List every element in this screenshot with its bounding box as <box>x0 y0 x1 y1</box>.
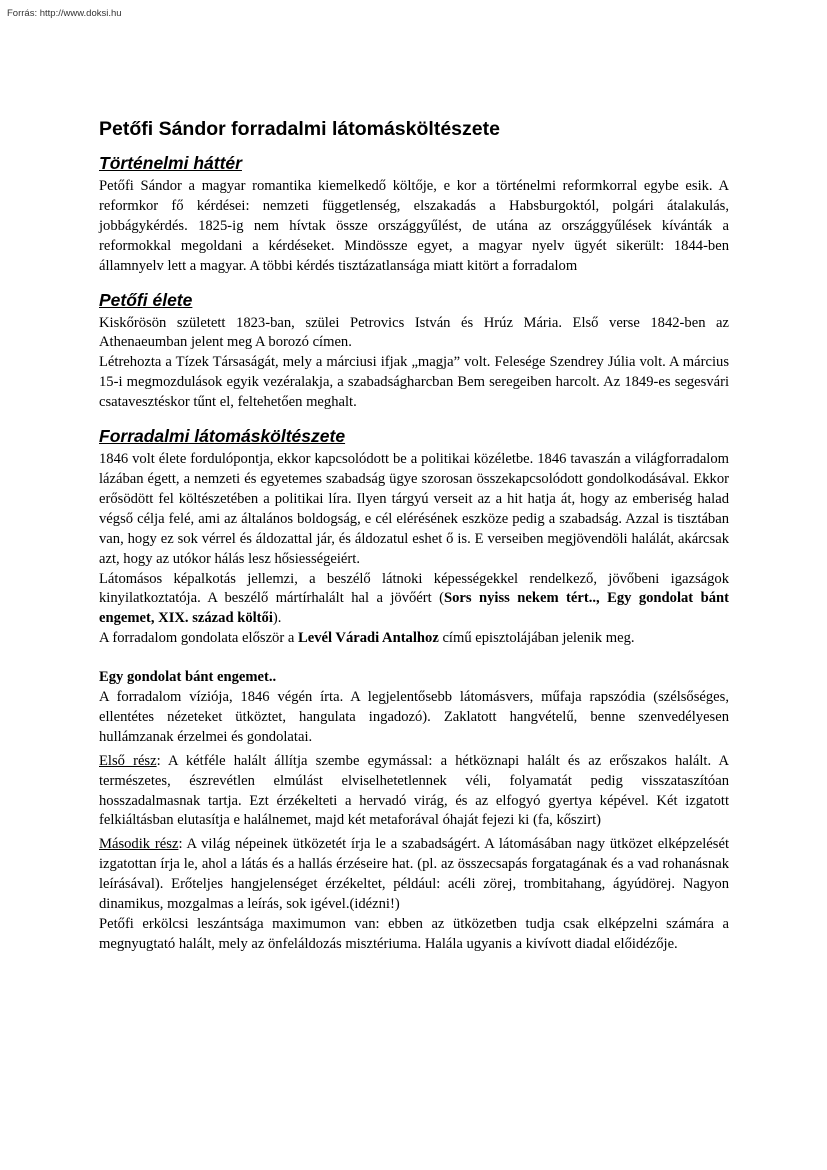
section-life <box>99 288 729 414</box>
section-visionary-poetry <box>99 424 729 649</box>
text-run: ). <box>272 610 282 627</box>
text-run: A forradalom gondolata először a <box>99 630 298 647</box>
poem-title-level: Levél Váradi Antalhoz <box>297 630 439 647</box>
source-label: Forrás: http://www.doksi.hu <box>7 8 122 19</box>
paragraph-part-one <box>99 752 729 832</box>
paragraph: Petőfi erkölcsi leszántsága maximumon van: ebben az ütközetben tudja csak elképzelni számára a megnyugtató halált, mely az önfeláldozás misztériuma. Halála ugyanis a kivívott diadal előidézője. <box>99 916 729 952</box>
section-heading-history: Történelmi háttér <box>99 153 242 173</box>
text-run: című episztolájában jelenik meg. <box>438 630 635 647</box>
section-historical-background <box>99 151 729 277</box>
paragraph: Petőfi Sándor a magyar romantika kiemelkedő költője, e kor a történelmi reformkorral egybe esik. A reformkor fő kérdései: nemzeti függetlenség, elszakadás a Habsburgoktól, polgári átalakulás, jobbágykérdés. 1825-ig nem hívtak össze országgyűlést, de utána az országgyűlések kívánták a reformokkal megoldani a kérdéseket. Mindössze egyet, a magyar nyelv ügyét sikerült: 1844-ben államnyelv lett a magyar. A többi kérdés tisztázatlansága miatt kitört a forradalom <box>99 178 729 274</box>
part-two-label: Második rész <box>99 836 179 853</box>
section-heading-life: Petőfi élete <box>99 289 193 310</box>
section-poem-analysis <box>99 668 729 955</box>
poem-titles: Sors nyiss nekem tért.., Egy gondolat bánt engemet, XIX. század költői <box>99 590 729 627</box>
paragraph <box>99 629 729 649</box>
text-run: : A kétféle halált állítja szembe egymással: a hétköznapi halált és az erőszakos halált. A természetes, észrevétlen elmúlást elviselhetetlennek véli, folyamatát pedig visszataszítóan hosszadalmasnak tartja. Ezt érzékelteti a hervadó virág, és az elfogyó gyertya képével. Két izgatott felkiáltásban elutasítja e halálnemet, majd két metaforával óhaját fejezi ki (fa, kőszirt) <box>99 752 729 829</box>
part-one-label: Első rész <box>99 752 157 769</box>
poem-heading: Egy gondolat bánt engemet.. <box>99 669 277 686</box>
text-run: : A világ népeinek ütközetét írja le a szabadságért. A látomásában nagy ütközet elképzelését izgatottan írja le, ahol a látás és a hallás érzéseire hat. (pl. az összecsapás forgatagának és a vad rohanásnak leírásával). Erőteljes hangjelenséget érzékeltet, például: acéli zörej, trombitahang, ágyúdörej. Nagyon dinamikus, mozgalmas a leírás, sok igével.(idézni!) <box>99 836 729 913</box>
paragraph: Létrehozta a Tízek Társaságát, mely a márciusi ifjak „magja” volt. Felesége Szendrey Júlia volt. A március 15-i megmozdulások egyik vezéralakja, a szabadságharcban Bem seregeiben harcolt. Az 1849-es segesvári csatavesztéskor tűnt el, feltehetően meghalt. <box>99 354 729 411</box>
paragraph: Kiskőrösön született 1823-ban, szülei Petrovics István és Hrúz Mária. Első verse 1842-ben az Athenaeumban jelent meg A borozó címen. <box>99 314 729 351</box>
page-title: Petőfi Sándor forradalmi látomásköltészete <box>99 118 500 140</box>
section-heading-visionary-poetry: Forradalmi látomásköltészete <box>99 426 346 447</box>
paragraph-part-two <box>99 835 729 915</box>
paragraph <box>99 570 729 630</box>
text-run: Látomásos képalkotás jellemzi, a beszélő látnoki képességekkel rendelkező, jövőbeni igazságok kinyilatkoztatója. A beszélő mártírhalált hal a jövőért ( <box>99 570 729 607</box>
paragraph: A forradalom víziója, 1846 végén írta. A legjelentősebb látomásvers, műfaja rapszódia (szélsőséges, ellentétes nézeteket ütköztet, hangulata ingadozó). Zaklatott hangvételű, benne szenvedélyesen hullámzanak érzelmei és gondolatai. <box>99 689 729 745</box>
document-body <box>99 116 729 955</box>
paragraph: 1846 volt élete fordulópontja, ekkor kapcsolódott be a politikai közéletbe. 1846 tavaszán a világforradalom lázában égett, a nemzeti és egyetemes szabadság ügye szorosan összekapcsolódott gondolkodásával. Ekkor erősödött fel költészetében a politikai líra. Ilyen tárgyú verseit az a hit hatja át, hogy az emberiség halad végső célja felé, ami az általános boldogság, e cél elérésének eszköze pedig a szabadság. Azzal is tisztában van, hogy ez sok vérrel és áldozattal jár, és áldozatul eshet ő is. E verseiben megjövendöli halálát, akárcsak azt, hogy az utókor hálás lesz hősiességeiért. <box>99 451 729 567</box>
